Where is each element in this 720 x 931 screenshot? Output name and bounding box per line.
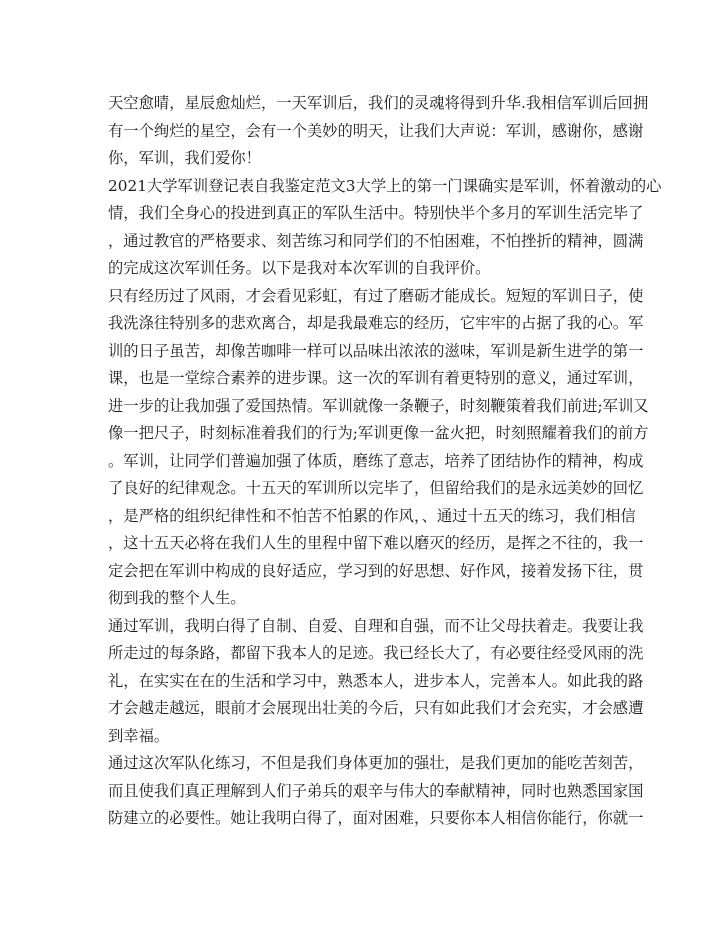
text-line: 才会越走越远，眼前才会展现出壮美的今后，只有如此我们才会充实，才会感遭 xyxy=(108,699,644,717)
text-line: 训的日子虽苦，却像苦咖啡一样可以品味出浓浓的滋味，军训是新生进学的第一 xyxy=(108,341,644,360)
text-line: 情，我们全身心的投进到真正的军队生活中。特别快半个多月的军训生活完毕了 xyxy=(108,204,644,222)
text-line: 。军训，让同学们普遍加强了体质，磨练了意志，培养了团结协作的精神，构成 xyxy=(108,451,644,470)
paragraph-4 xyxy=(108,613,644,751)
text-line: 只有经历过了风雨，才会看见彩虹，有过了磨砺才能成长。短短的军训日子，使 xyxy=(108,286,644,305)
text-line: 通过这次军队化练习，不但是我们身体更加的强壮，是我们更加的能吃苦刻苦， xyxy=(108,754,644,772)
text-line: 2021大学军训登记表自我鉴定范文3大学上的第一门课确实是军训，怀着激动的心 xyxy=(108,176,662,195)
text-line: 礼，在实实在在的生活和学习中，熟悉本人，进步本人，完善本人。如此我的路 xyxy=(108,671,644,690)
paragraph-5 xyxy=(108,750,644,833)
text-line: ，通过教官的严格要求、刻苦练习和同学们的不怕困难，不怕挫折的精神，圆满 xyxy=(108,231,644,250)
text-line: 定会把在军训中构成的良好适应，学习到的好思想、好作风，接着发扬下往，贯 xyxy=(108,561,644,580)
text-line: 到幸福。 xyxy=(108,726,170,745)
text-line: 像一把尺子，时刻标准着我们的行为;军训更像一盆火把，时刻照耀着我们的前方 xyxy=(108,424,649,442)
text-line: 天空愈晴，星辰愈灿烂，一天军训后，我们的灵魂将得到升华.我相信军训后回拥 xyxy=(108,94,649,112)
text-line: 有一个绚烂的星空，会有一个美妙的明天，让我们大声说：军训，感谢你，感谢 xyxy=(108,121,644,140)
text-line: 通过军训，我明白得了自制、自爱、自理和自强，而不让父母扶着走。我要让我 xyxy=(108,616,644,635)
text-line: 防建立的必要性。她让我明白得了，面对困难，只要你本人相信你能行，你就一 xyxy=(108,809,644,827)
text-line: 彻到我的整个人生。 xyxy=(108,589,246,607)
paragraph-1 xyxy=(108,90,649,173)
text-line: 所走过的每条路，都留下我本人的足迹。我已经长大了，有必要往经受风雨的洗 xyxy=(108,644,644,662)
text-line: ，是严格的组织纪律性和不怕苦不怕累的作风，、通过十五天的练习，我们相信 xyxy=(108,506,636,525)
document-body xyxy=(108,90,662,833)
text-line: 的完成这次军训任务。以下是我对本次军训的自我评价。 xyxy=(108,259,491,277)
paragraph-3 xyxy=(108,283,649,613)
paragraph-2 xyxy=(108,173,662,283)
text-line: 了良好的纪律观念。十五天的军训所以完毕了，但留给我们的是永远美妙的回忆 xyxy=(108,479,644,497)
text-line: ，这十五天必将在我们人生的里程中留下难以磨灭的经历，是挥之不往的，我一 xyxy=(108,534,644,552)
text-line: 进一步的让我加强了爱国热情。军训就像一条鞭子，时刻鞭策着我们前进;军训又 xyxy=(108,396,649,415)
text-line: 我洗涤往特别多的悲欢离合，却是我最难忘的经历，它牢牢的占据了我的心。军 xyxy=(108,314,644,332)
text-line: 而且使我们真正理解到人们子弟兵的艰辛与伟大的奉献精神，同时也熟悉国家国 xyxy=(108,781,644,800)
text-line: 你，军训，我们爱你！ xyxy=(108,149,261,167)
text-line: 课，也是一堂综合素养的进步课。这一次的军训有着更特别的意义，通过军训， xyxy=(108,369,644,387)
